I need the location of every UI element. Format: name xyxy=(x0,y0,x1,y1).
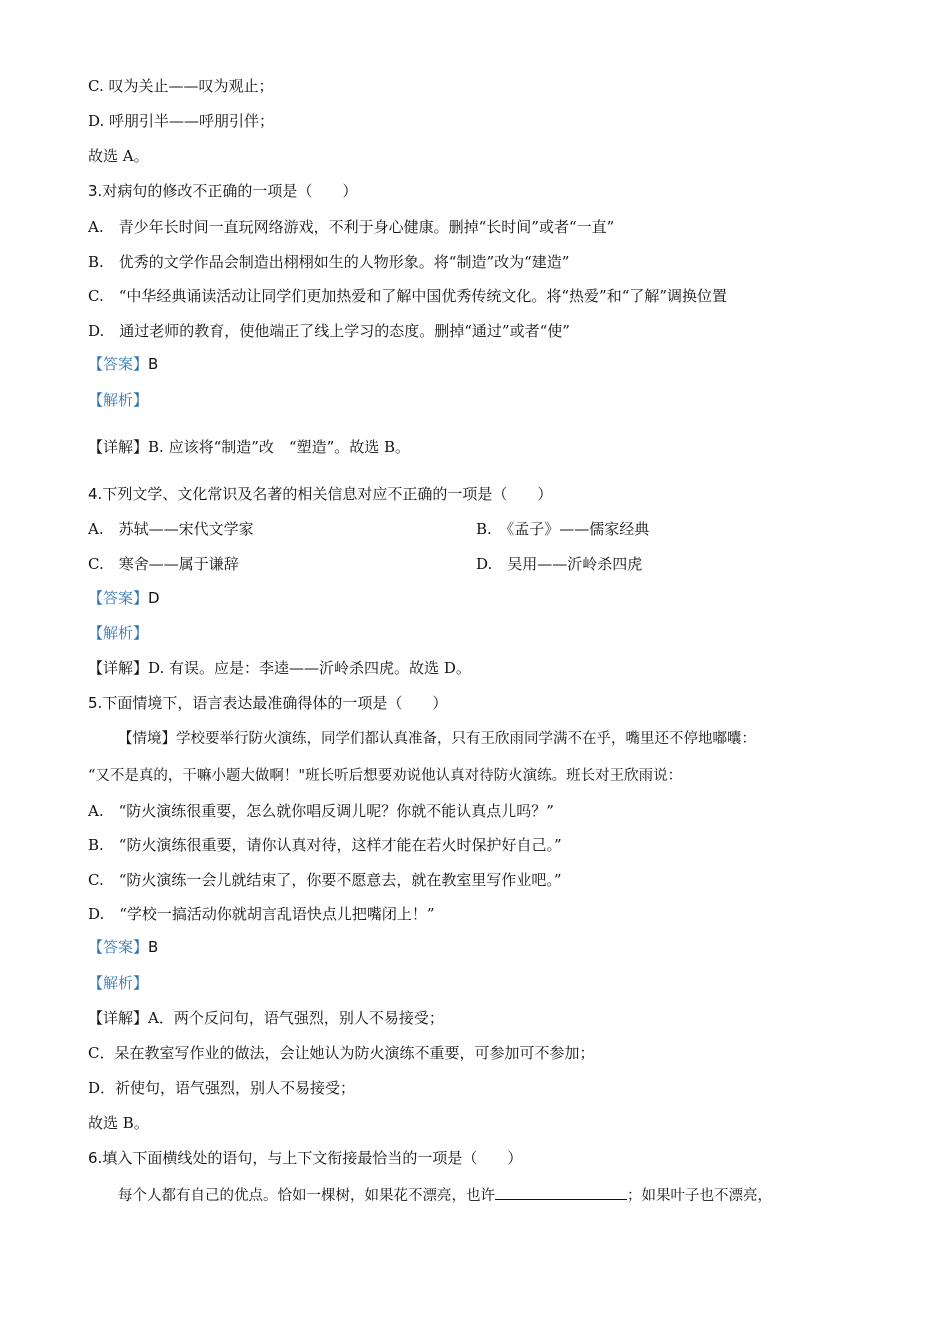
passage-start: 每个人都有自己的优点。恰如一棵树，如果花不漂亮，也许 xyxy=(118,1188,495,1204)
q4-answer xyxy=(88,588,160,608)
q4-number: 4. xyxy=(88,485,103,503)
detail-text-a: A．两个反问句，语气强烈，别人不易接受； xyxy=(148,1009,444,1027)
q5-option-d: D. “学校一搞活动你就胡言乱语快点儿把嘴闭上！” xyxy=(88,905,435,923)
q5-stem xyxy=(88,693,447,713)
q3-detail xyxy=(88,437,410,457)
q3-number: 3. xyxy=(88,182,103,200)
q6-number: 6. xyxy=(88,1149,103,1167)
detail-tag: 【详解】 xyxy=(88,1009,149,1027)
q6-passage xyxy=(118,1185,772,1206)
q3-analysis xyxy=(88,390,148,410)
analysis-tag: 【解析】 xyxy=(88,391,149,409)
q5-detail-c: C．呆在教室写作业的做法，会让她认为防火演练不重要，可参加可不参加； xyxy=(88,1044,595,1062)
q5-context-line-2: “又不是真的，干嘛小题大做啊！"班长听后想要劝说他认真对待防火演练。班长对王欣雨说： xyxy=(88,768,683,784)
answer-tag: 【答案】 xyxy=(88,589,149,607)
q4-option-b: B. 《孟子》——儒家经典 xyxy=(476,520,650,538)
answer-tag: 【答案】 xyxy=(88,938,149,956)
detail-text: D. 有误。应是：李逵——沂岭杀四虎。故选 D。 xyxy=(148,659,471,677)
answer-value: D xyxy=(148,589,160,607)
q5-option-b: B. “防火演练很重要，请你认真对待，这样才能在若火时保护好自己。” xyxy=(88,836,562,854)
q3-option-c: C. “中华经典诵读活动让同学们更加热爱和了解中国优秀传统文化。将“热爱”和“了解”调换位置 xyxy=(88,287,728,305)
passage-end: ；如果叶子也不漂亮， xyxy=(627,1188,772,1204)
detail-tag: 【详解】 xyxy=(88,659,149,677)
q2-conclusion: 故选 A。 xyxy=(88,147,149,165)
q3-option-b: B. 优秀的文学作品会制造出栩栩如生的人物形象。将“制造”改为“建造” xyxy=(88,253,570,271)
q5-context-line-1: 【情境】学校要举行防火演练，同学们都认真准备，只有王欣雨同学满不在乎，嘴里还不停地嘟囔： xyxy=(118,731,756,747)
detail-text: B. 应该将“制造”改 “塑造”。故选 B。 xyxy=(148,438,411,456)
q4-stem-text: 下列文学、文化常识及名著的相关信息对应不正确的一项是（ ） xyxy=(102,485,553,503)
q3-option-d: D. 通过老师的教育，使他端正了线上学习的态度。删掉“通过”或者“使” xyxy=(88,322,570,340)
q5-stem-text: 下面情境下，语言表达最准确得体的一项是（ ） xyxy=(102,694,448,712)
answer-tag: 【答案】 xyxy=(88,355,149,373)
q4-analysis xyxy=(88,623,148,643)
q5-option-c: C. “防火演练一会儿就结束了，你要不愿意去，就在教室里写作业吧。” xyxy=(88,871,562,889)
q2-option-c: C. 叹为关止——叹为观止； xyxy=(88,77,274,95)
analysis-tag: 【解析】 xyxy=(88,974,149,992)
q4-stem xyxy=(88,484,552,504)
q4-detail xyxy=(88,658,471,678)
q6-stem-text: 填入下面横线处的语句，与上下文衔接最恰当的一项是（ ） xyxy=(102,1149,523,1167)
q5-conclusion: 故选 B。 xyxy=(88,1114,149,1132)
q5-detail-d: D．祈使句，语气强烈，别人不易接受； xyxy=(88,1079,356,1097)
fill-blank xyxy=(495,1185,627,1200)
q3-stem-text: 对病句的修改不正确的一项是（ ） xyxy=(102,182,358,200)
q4-option-d: D. 吴用——沂岭杀四虎 xyxy=(476,555,643,573)
analysis-tag: 【解析】 xyxy=(88,624,149,642)
q3-answer xyxy=(88,354,158,374)
answer-value: B xyxy=(148,355,159,373)
q5-number: 5. xyxy=(88,694,103,712)
q5-detail xyxy=(88,1008,444,1028)
q6-stem xyxy=(88,1148,522,1168)
q4-option-a: A. 苏轼——宋代文学家 xyxy=(88,520,254,538)
q5-option-a: A. “防火演练很重要，怎么就你唱反调儿呢？你就不能认真点儿吗？” xyxy=(88,802,554,820)
detail-tag: 【详解】 xyxy=(88,438,149,456)
q3-option-a: A. 青少年长时间一直玩网络游戏，不利于身心健康。删掉“长时间”或者“一直” xyxy=(88,218,615,236)
q5-answer xyxy=(88,937,158,957)
q4-option-c: C. 寒舍——属于谦辞 xyxy=(88,555,239,573)
answer-value: B xyxy=(148,938,159,956)
q2-option-d: D. 呼朋引半——呼朋引伴； xyxy=(88,112,275,130)
q5-analysis xyxy=(88,973,148,993)
q3-stem xyxy=(88,181,357,201)
